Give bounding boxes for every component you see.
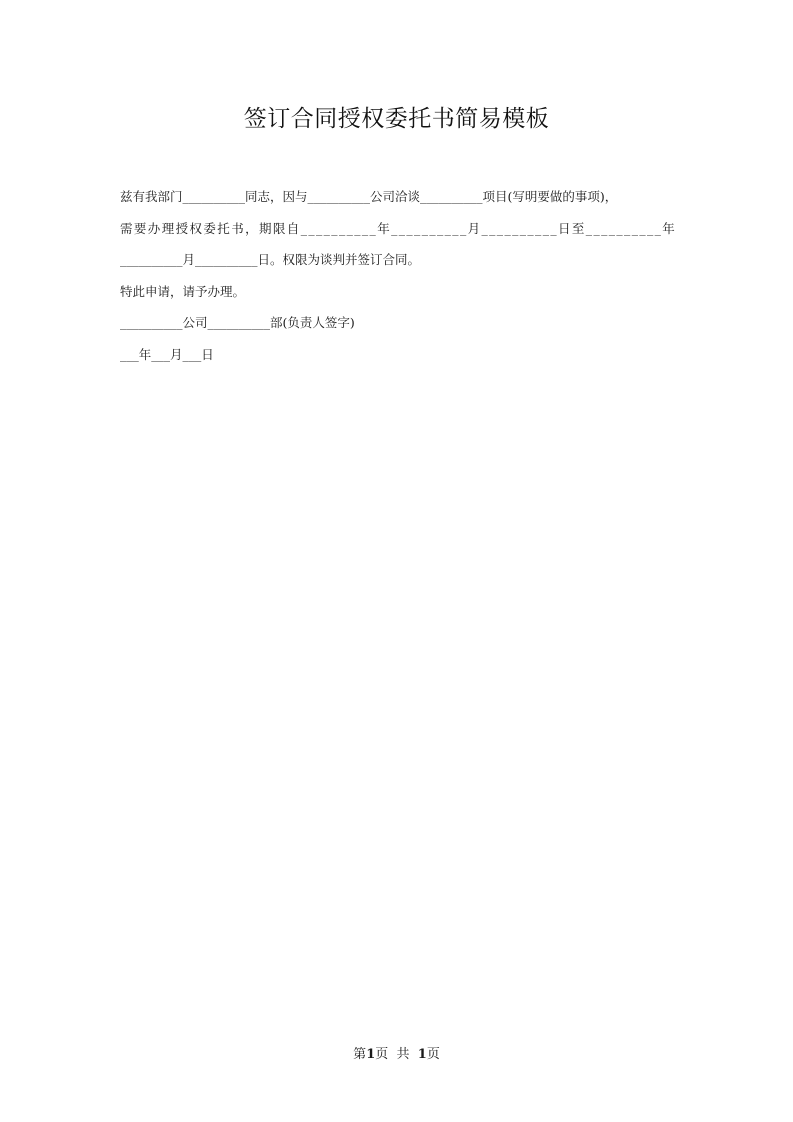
footer-page-number: 1 bbox=[366, 1047, 376, 1062]
footer-prefix: 第 bbox=[353, 1047, 367, 1062]
body-line-2: 需要办理授权委托书，期限自__________年__________月__________日至__________年 bbox=[120, 221, 677, 236]
date-line: ___年___月___日 bbox=[120, 347, 214, 362]
signature-line: __________公司__________部(负责人签字) bbox=[120, 315, 355, 330]
footer-suffix: 页 bbox=[426, 1047, 440, 1062]
document-title: 签订合同授权委托书简易模板 bbox=[243, 106, 550, 132]
footer-middle: 页 共 bbox=[375, 1047, 418, 1062]
footer-total-pages: 1 bbox=[417, 1047, 427, 1062]
page-footer bbox=[0, 1043, 793, 1062]
body-line-3: __________月__________日。权限为谈判并签订合同。 bbox=[120, 252, 421, 267]
body-line-4: 特此申请，请予办理。 bbox=[120, 284, 246, 299]
body-line-1: 兹有我部门__________同志，因与__________公司洽谈__________项目(写明要做的事项)， bbox=[120, 189, 618, 204]
